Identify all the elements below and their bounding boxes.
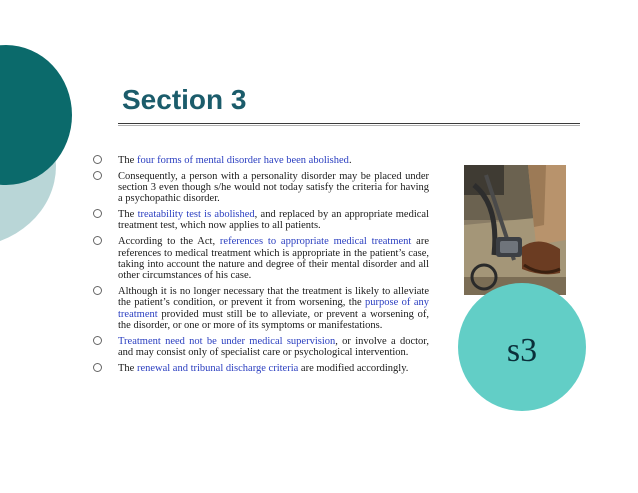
decorative-dark-circle [0, 45, 72, 185]
wheelchair-photo [464, 165, 566, 295]
bullet-item [93, 286, 429, 331]
section-badge-label: s3 [506, 332, 538, 369]
bullet-text: According to the Act, [118, 236, 220, 248]
bullet-item [93, 236, 429, 281]
bullet-item [93, 155, 429, 166]
bullet-highlight-text: four forms of mental disorder have been abolished [136, 155, 349, 166]
wheelchair-photo-image [464, 165, 566, 295]
slide-title: Section 3 [122, 84, 247, 115]
bullet-text: are modified accordingly. [298, 362, 409, 374]
bullet-text: , or involve a doctor, and may consist only of specialist care or psychological intervention. [118, 335, 429, 358]
bullet-text: provided must still be to alleviate, or prevent a worsening of, the disorder, or one or more of its symptoms or manifestations. [118, 308, 429, 331]
bullet-circle-icon [93, 363, 102, 372]
bullet-item [93, 209, 429, 232]
bullet-highlight-text: references to appropriate medical treatment [219, 236, 412, 248]
bullet-text: Although it is no longer necessary that the treatment is likely to alleviate the patient’s condition, or prevent it from worsening, the [118, 285, 429, 309]
bullet-text: The [118, 209, 138, 221]
bullet-highlight-text: purpose of any treatment [118, 297, 429, 320]
bullet-circle-icon [93, 209, 102, 218]
bullet-highlight-text: renewal and tribunal discharge criteria [136, 362, 299, 374]
bullet-circle-icon [93, 155, 102, 164]
bullet-highlight-text: treatability test is abolished [137, 209, 255, 221]
bullet-text: The [118, 155, 137, 166]
section-badge-circle [458, 283, 586, 411]
bullet-text: are references to medical treatment which is appropriate in the patient’s case, taking into account the nature and degree of their mental disorder and all other circumstances of his case. [118, 236, 429, 282]
title-divider [118, 123, 580, 124]
bullet-text: Consequently, a person with a personality disorder may be placed under section 3 even though s/he would not today satisfy the criteria for having a psychopathic disorder. [118, 170, 429, 205]
bullet-text: The [118, 362, 137, 374]
bullet-item [93, 363, 429, 374]
bullet-text: . [348, 155, 352, 166]
bullet-item [93, 171, 429, 205]
bullet-circle-icon [93, 171, 102, 180]
bullet-highlight-text: Treatment need not be under medical supervision [118, 335, 336, 347]
title-divider-shadow [118, 125, 580, 126]
bullet-list [93, 155, 429, 379]
bullet-circle-icon [93, 236, 102, 245]
bullet-item [93, 336, 429, 359]
bullet-circle-icon [93, 286, 102, 295]
bullet-circle-icon [93, 336, 102, 345]
bullet-text: , and replaced by an appropriate medical treatment test, which now applies to all patients. [118, 209, 430, 232]
